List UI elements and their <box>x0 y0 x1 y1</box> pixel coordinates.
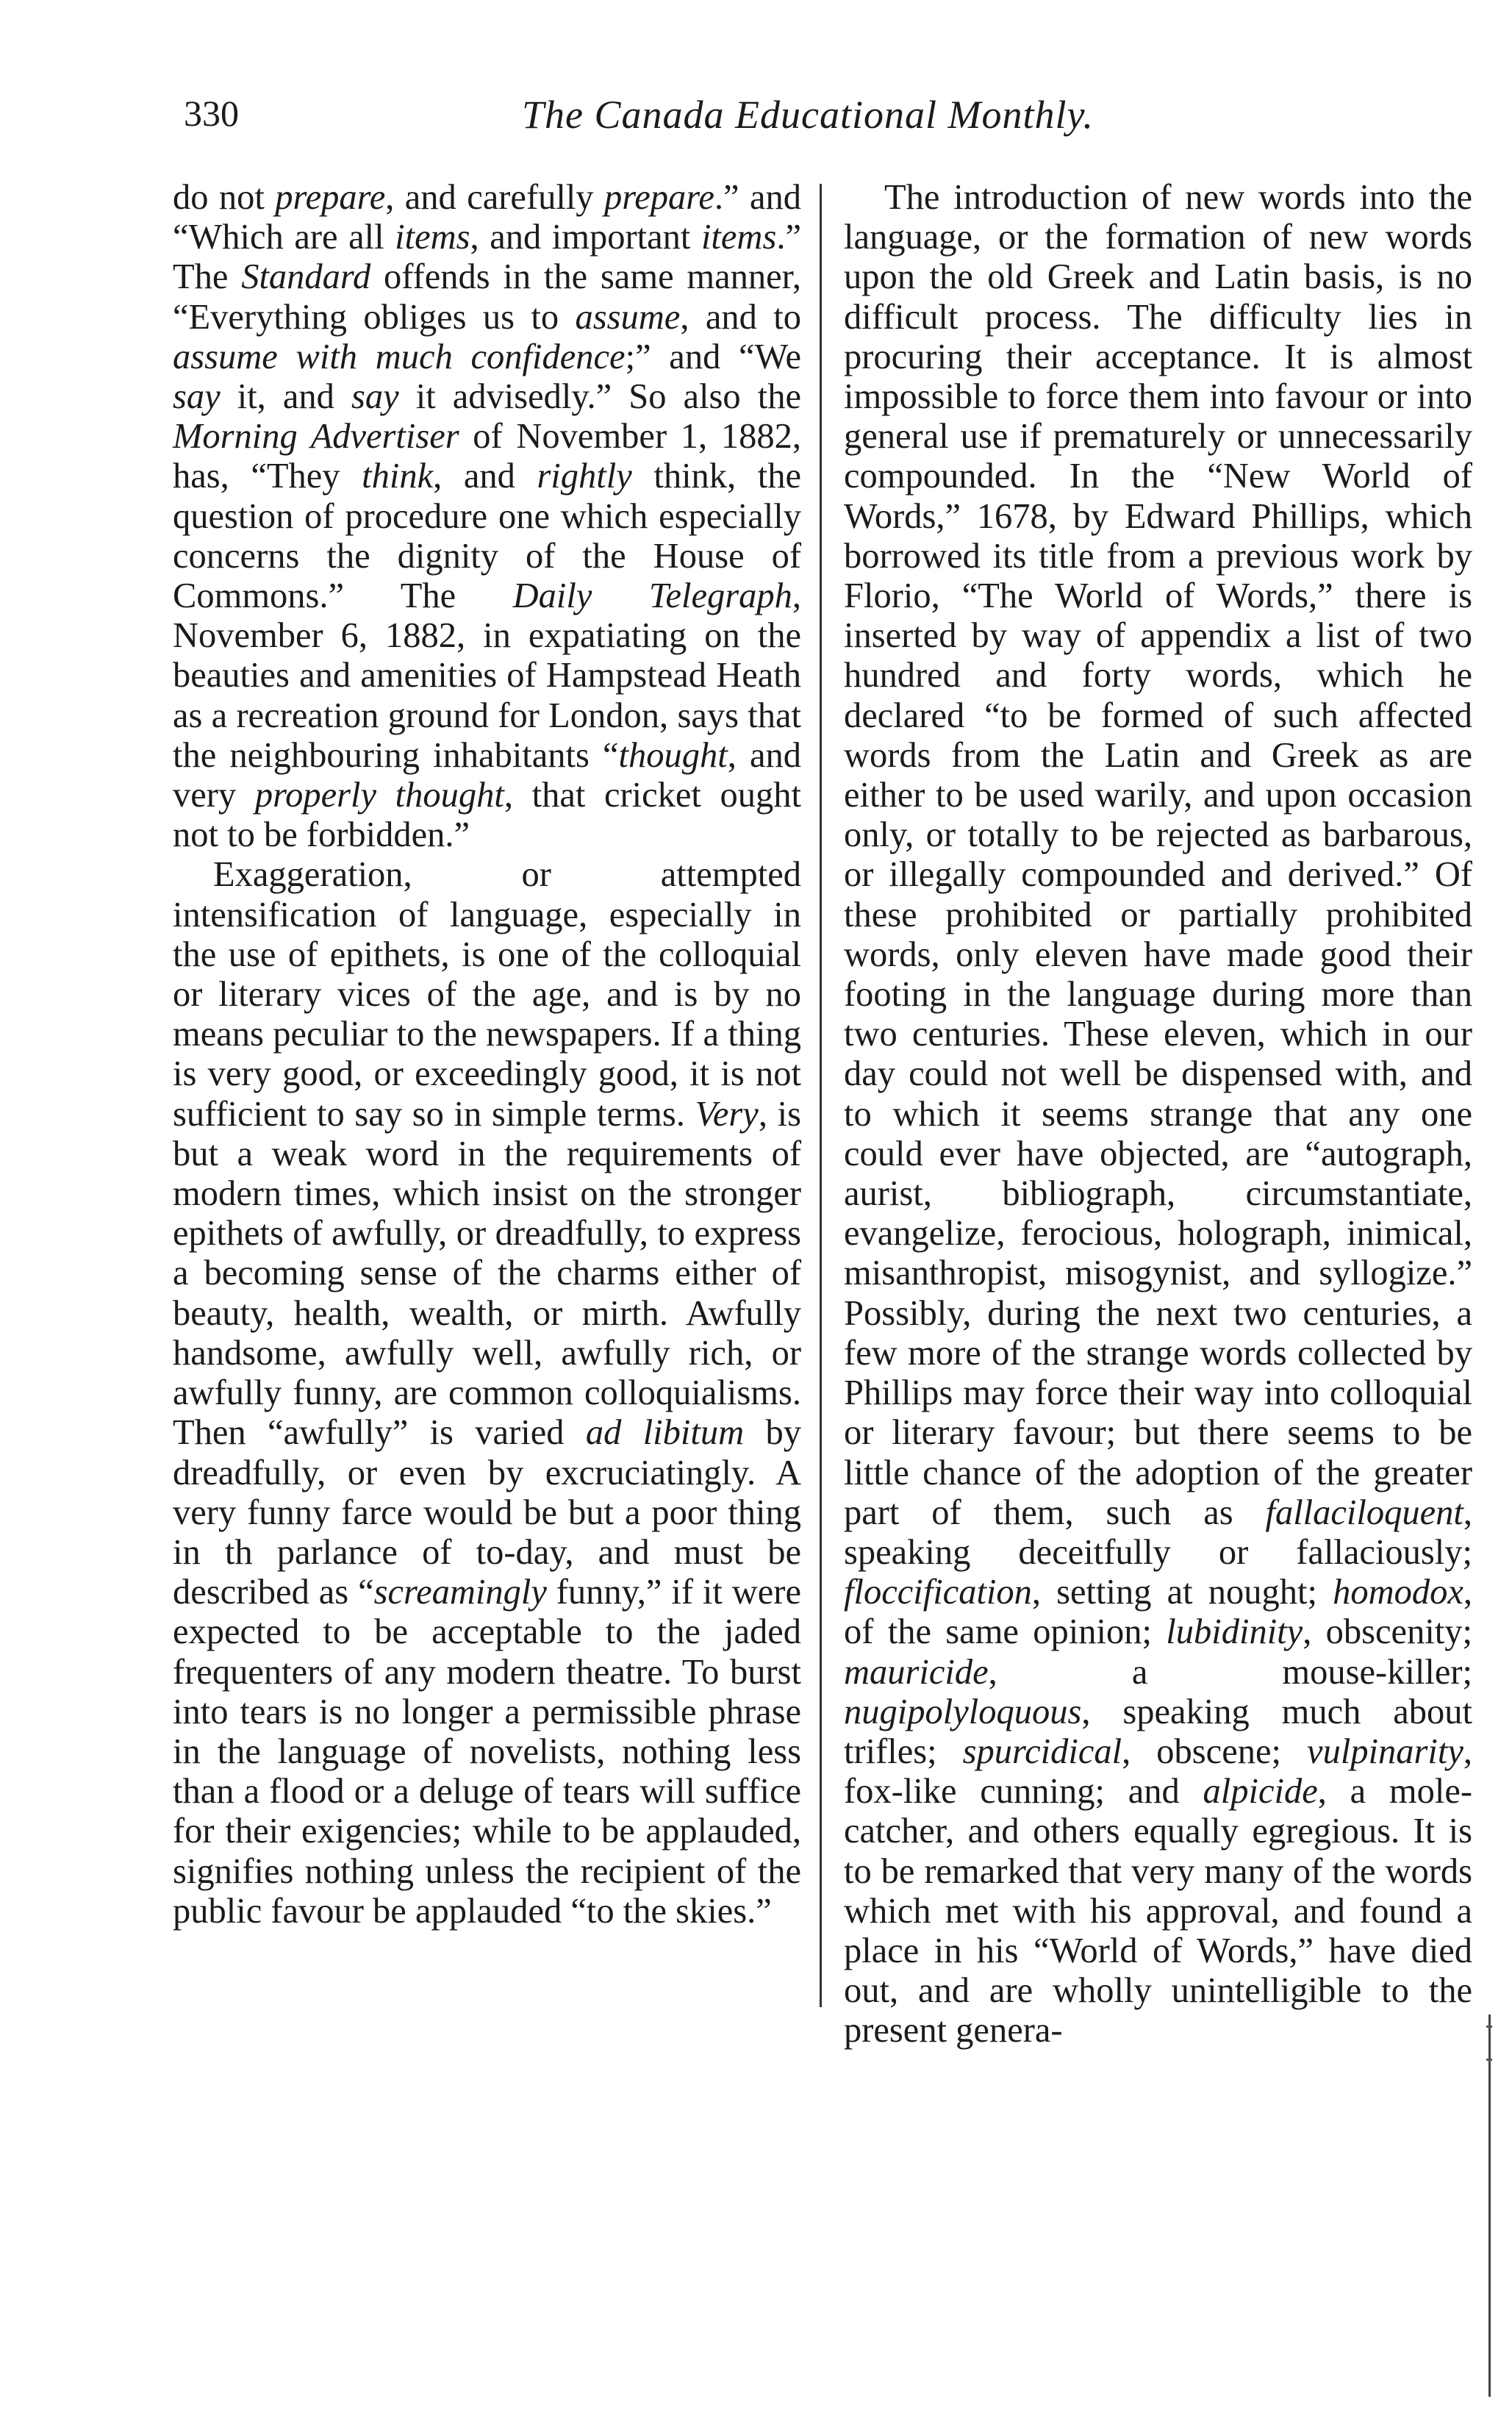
italic-term: Standard <box>241 257 371 297</box>
italic-term: assume <box>575 297 681 337</box>
right-column <box>844 178 1472 2051</box>
italic-term: nugipolyloquous <box>844 1692 1082 1731</box>
italic-term: Daily Telegraph <box>512 576 792 616</box>
italic-term: say <box>351 377 399 417</box>
italic-term: mauricide <box>844 1652 989 1692</box>
italic-term: say <box>173 377 221 417</box>
italic-term: rightly <box>537 457 632 496</box>
page-number: 330 <box>184 93 239 134</box>
paragraph: do not prepare, and carefully prepare.” and “Which are all items, and important items.” The Standard offends in the same manner, “Everything obliges us to assume, and to assume with much confidence;” and “We say it, and say it advisedly.” So also the Morning Advertiser of November 1, 1882, has, “They think, and rightly think, the question of procedure one which especially concerns the dignity of the House of Commons.” The Daily Telegraph, November 6, 1882, in expatiating on the beauties and amenities of Hampstead Heath as a recreation ground for London, says that the neighbouring inhabitants “thought, and very properly thought, that cricket ought not to be forbidden.” <box>173 178 802 855</box>
italic-term: think <box>362 457 434 496</box>
running-header <box>169 92 1485 151</box>
italic-term: items <box>395 218 470 257</box>
running-title: The Canada Educational Monthly. <box>522 93 1094 137</box>
italic-term: fallaciloquent <box>1265 1492 1463 1532</box>
column-divider <box>820 184 822 2007</box>
italic-term: properly thought <box>254 776 504 815</box>
page-edge-rule <box>1488 2014 1491 2397</box>
edge-tick <box>1486 2026 1492 2028</box>
italic-term: lubidinity <box>1166 1612 1303 1652</box>
italic-term: alpicide <box>1203 1772 1318 1812</box>
edge-tick <box>1486 2059 1492 2061</box>
paragraph: Exaggeration, or attempted intensification of language, especially in the use of epithets, is one of the colloquial or literary vices of the age, and is by no means peculiar to the newspapers. If a thing is very good, or exceedingly good, it is not sufficient to say so in simple terms. Very, is but a weak word in the requirements of modern times, which insist on the stronger epithets of awfully, or dreadfully, to express a becoming sense of the charms either of beauty, health, wealth, or mirth. Awfully handsome, awfully well, awfully rich, or awfully funny, are common colloquialisms. Then “awfully” is varied ad libitum by dreadfully, or even by excruciatingly. A very funny farce would be but a poor thing in th parlance of to-day, and must be described as “screamingly funny,” if it were expected to be acceptable to the jaded frequenters of any modern theatre. To burst into tears is no longer a permissible phrase in the language of novelists, nothing less than a flood or a deluge of tears will suffice for their exigencies; while to be applauded, signifies nothing unless the recipient of the public favour be applauded “to the skies.” <box>173 855 802 1931</box>
italic-term: ad libitum <box>585 1413 745 1453</box>
italic-term: thought <box>618 735 728 775</box>
left-column <box>173 178 801 1931</box>
italic-term: vulpinarity <box>1307 1731 1463 1771</box>
italic-term: prepare <box>275 178 386 217</box>
italic-term: homodox <box>1333 1573 1463 1612</box>
italic-term: Very <box>695 1094 759 1134</box>
italic-term: items <box>701 218 777 257</box>
italic-term: assume with much confidence <box>173 337 626 376</box>
italic-term: prepare <box>603 178 714 217</box>
italic-term: screamingly <box>373 1573 547 1612</box>
italic-term: floccification <box>844 1573 1032 1612</box>
paragraph: The introduction of new words into the language, or the formation of new words upon the old Greek and Latin basis, is no difficult process. The difficulty lies in procuring their acceptance. It is almost impossible to force them into favour or into general use if prematurely or unnecessarily compounded. In the “New World of Words,” 1678, by Edward Phillips, which borrowed its title from a previous work by Florio, “The World of Words,” there is inserted by way of appendix a list of two hundred and forty words, which he declared “to be formed of such affected words from the Latin and Greek as are either to be used warily, and upon occasion only, or totally to be rejected as barbarous, or illegally compounded and derived.” Of these prohibited or partially prohibited words, only eleven have made good their footing in the language during more than two centuries. These eleven, which in our day could not well be dispensed with, and to which it seems strange that any one could ever have objected, are “autograph, aurist, bibliograph, circumstantiate, evangelize, ferocious, holograph, inimical, misanthropist, misogynist, and syllogize.” Possibly, during the next two centuries, a few more of the strange words collected by Phillips may force their way into colloquial or literary favour; but there seems to be little chance of the adoption of the greater part of them, such as fallaciloquent, speaking deceitfully or fallaciously; floccification, setting at nought; homodox, of the same opinion; lubidinity, obscenity; mauricide, a mouse-killer; nugipolyloquous, speaking much about trifles; spurcidical, obscene; vulpinarity, fox-like cunning; and alpicide, a mole-catcher, and others equally egregious. It is to be remarked that very many of the words which met with his approval, and found a place in his “World of Words,” have died out, and are wholly unintelligible to the present genera- <box>844 178 1473 2051</box>
italic-term: spurcidical <box>962 1731 1122 1771</box>
italic-term: Morning Advertiser <box>173 417 459 457</box>
